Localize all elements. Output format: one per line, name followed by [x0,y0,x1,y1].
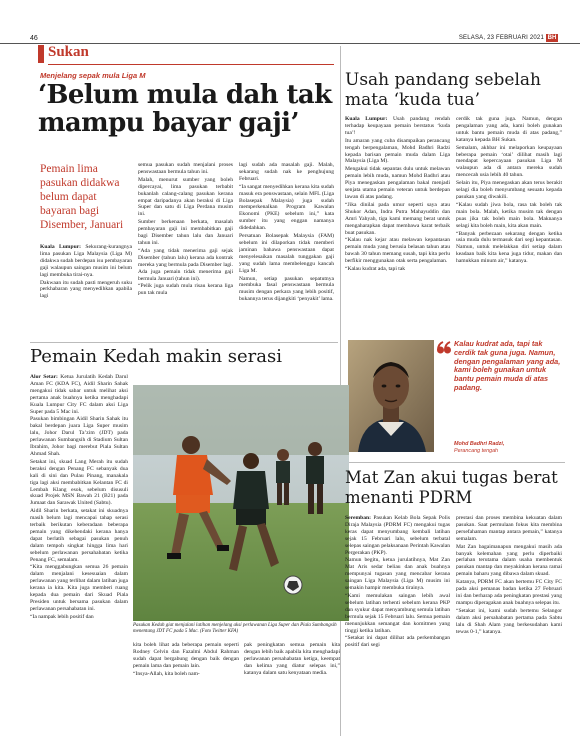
story3-col2 [133,642,239,734]
story3-col3 [244,642,340,734]
story2-headline: Usah pandang sebelah mata ‘kuda tua’ [345,70,542,110]
paragraph: “Setakat ini dapat dilihat ada perkembangan positif dari segi [345,635,450,649]
paragraph: Kuala Lumpur: Usah pandang rendah terhadap keupayaan pemain berstatus ‘kuda tua’! [345,116,450,136]
story-divider [345,462,565,463]
section-rule [48,64,334,65]
paragraph: Sumber berkenaan berkata, masalah pembayaran gaji ini membabitkan gaji bagi Disember tahun lalu dan Januari tahun ini. [138,219,233,246]
paragraph: semua pasukan sudah menjalani proses penswastaan bermula tahun ini. [138,162,233,175]
paragraph: Itu amaran yang cuba disampaikan perancang tengah berpengalaman, Mohd Badhri Radzi kepada barisan pemain muda dalam Liga Malaysia (Liga M). [345,137,450,165]
paragraph: “Kalau sudah jiwa bola, rasa tak boleh tak main bola. Malah, ketika musim tak dengan puas jika tak boleh main bola. Maknanya selagi kita boleh main, kita akan main. [456,201,562,229]
player-portrait-image [348,340,434,452]
paragraph: “Kita menggabungkan semua 26 pemain dalam menjalani kesesuaian dalam perlawanan yang terlibat dalam latihan juga kerana ia kita. Kita juga memberi ruang kepada dua pemain dari Skuad Piala Presiden untuk bersama pasukan dalam perlawanan persahabatan ini. [30,564,128,612]
pull-quote: Kalau kudrat ada, tapi tak cerdik tak guna juga. Namun, dengan pengalaman yang ada, kami boleh gunakan untuk bantu pemain muda di atas padang. [454,339,561,392]
paragraph: “Ia nampak lebih positif dan [30,613,94,620]
paragraph: lagi sudah ada masalah gaji. Malah, sekarang sudah nak ke penghujung Februari. [239,162,334,182]
quote-attribution-name: Mohd Badhri Radzi, [454,441,505,447]
paragraph: “Setakat ini, kami sudah bertemu Selangor dalam aksi persahabatan pertama pada Sabtu lalu di Shah Alam yang berkesudahan kami tewas 0-1,” katanya. [456,607,562,635]
page-date: SELASA, 23 FEBRUARI 2021 [458,35,544,41]
paragraph: prestasi dan proses membina kekuatan dalam pasukan. Saat permulaan fokus kita membina persefahaman mantap antara pemain,” katanya semalam. [456,515,562,542]
story1-col3 [239,162,334,340]
story4-col2 [456,515,562,733]
paragraph: Katanya, PDRM FC akan bertemu FC City FC pada aksi pemanas badan ketika 27 Februari ini dan berharap ada peningkatan prestasi yang mampu diperagakan anak buahnya selepas itu. [456,579,562,606]
quote-attribution-role: Perancang tengah [454,448,499,454]
paragraph: pak peningkatan semua pemain kita dengan lebih baik apabila kita menghadapi perlawanan persahabatan ketiga, keempat dan kelima yang diatur selepas ini,” katanya dalam satu kenyataan media. [244,642,340,676]
paragraph: Malah, menurut sumber yang boleh dipercayai, lima pasukan terbabit bukanlah calang-calang pasukan kerana empat daripadanya akan beraksi di Liga Super dan satu di Liga Perdana musim ini. [138,176,233,218]
story4-col1 [345,515,450,733]
story2-col2 [456,116,562,336]
paragraph: Seremban: Pasukan Kelab Bola Sepak Polis Diraja Malaysia (PDRM FC) mengakui tugas keras dapat menyumbang kembali latihan sejak 15 Februari lalu, sebelum terbatal selepas saingan pelaksanaan Perintah Kawalan Pergerakan (PKP). [345,515,450,556]
paragraph: “Kalau nak kejar atau melawan kepantasan pemain muda yang berusia belasan tahun atau bawah 30 tahun memang susah, tapi kita perlu berfikir menggunakan otak serta pengalaman. [345,237,450,265]
paragraph: Persatuan Bolasepak Malaysia (FAM) sebelum ini dilaporkan tidak memberi jaminan bahawa penswastaan dapat menyelesaikan masalah tunggakan gaji yang sudah lama membelenggu kancah Liga M. [239,233,334,274]
paragraph: Mat Zan bagaimanapun mengakui masih ada banyak kelemahan yang perlu diperbaiki perlahan terutama dalam usaha membentuk pasukan mantap dan meyakinkan kerana ramai pemain baharu yang dibawa dalam skuad. [456,543,562,578]
paragraph: cerdik tak guna juga. Namun, dengan pengalaman yang ada, kami boleh gunakan untuk bantu pemain muda di atas padang,” katanya kepada BH Sukan. [456,116,562,143]
paragraph: “Ada yang tidak menerima gaji sejak Disember (tahun lalu) kerana ada kontrak mereka yang bermula pada Disember lagi. Ada juga pemain tidak menerima gaji bermula Januari (tahun ini). [138,247,233,282]
story4-headline: Mat Zan akui tugas berat menanti PDRM [345,468,558,507]
paragraph: Namun begitu, ketua jurulatihnya, Mat Zan Mat Aris sedar beliau dan anak buahnya mempunyai tugasan yang mencabar kerana saingan Liga Malaysia (Liga M) musim ini semakin hampir membuka tirainya. [345,557,450,592]
team-training-image [133,385,349,621]
paragraph: Pasukan bimbingan Aidil Sharin Sahak itu bakal berdepan juara Liga Super musim lalu, Johor Darul Ta’zim (JDT) pada perlawanan Sumbangsih di Stadium Sultan Ibrahim, Johor bagi merebut Piala Sultan Ahmad Shah. [30,416,128,457]
story2-col1 [345,116,450,336]
player-portrait [348,340,434,452]
paragraph: kita boleh lihat ada beberapa pemain seperti Rodney Celvin dan Fazalmi Abdul Rahman sudah dapat bergabung dengan baik dengan pemain lama dan pemain lain. [133,642,239,669]
paragraph: “Insya-Allah, kita boleh nam- [133,670,200,677]
paragraph: “Kami memulakan saingan lebih awal sebelum latihan terhenti sebelum kerana PKP dan syukur dapat menyambung semula latihan bermula sejak 15 Februari lalu. Semua pemain menunjukkan semangat dan komitmen yang tinggi ketika latihan. [345,592,450,634]
story1-col1 [40,244,132,340]
paragraph: “Banyak perbezaan sekarang dengan ketika usia muda dulu termasuk dari segi kepantasan. Namun, untuk melelakkan diri setiap dalam keadaan baik kita kena juga tidur, makan dan hamukkan minum air,” katanya. [456,230,562,265]
paragraph: Mengakui tidak sepantas dulu untuk melawan pemain lebih muda, namun Mohd Badhri atau Piya menegaskan pengalaman bakal menjadi senjata utama pemain veteran untuk berdepan lawan di atas padang. [345,166,450,200]
photo-caption: Pasukan Kedah giat menjalani latihan menjelang aksi perlawanan Liga Super dan Piala Sumbangsih menentang JDT FC pada 5 Mac. (Foto Twitter KFA) [133,623,337,634]
paragraph: “Pelik juga sudah mula risau kerana liga pun tak mula [138,283,233,297]
brand-badge: BH [547,35,557,41]
paragraph: “Ia sangat menyedihkan kerana kita sudah masuk era penswastaan, selain MFL (Liga Bolasepak Malaysia) juga sudah memperkenalkan Program Kawalan Ekonomi (PKE) sebelum ini,” kata sumber itu yang enggan namanya didedahkan. [239,183,334,232]
paragraph: Selain itu, Piya menegaskan akan terus berakit selagi dia boleh menyumbang sesuatu kepada pasukan yang diwakili. [456,180,562,200]
story1-kicker: Menjelang sepak mula Liga M [40,71,146,80]
story1-col2 [138,162,233,340]
paragraph: Namun, setiap pasukan sepatutnya membuka fasal penswastaan bermula musim dengan perkara yang lebih positif, bukannya terus dijangkiti ‘penyakit’ lama. [239,275,334,303]
paragraph: Setakat ini, skuad Lang Merah itu sudah beraksi dengan Penang FC sebanyak dua kali di sini dan Pulau Pinang, manakala tiga lagi aksi membabitkan Kelantan FC di Lembah Klang esok, sebelum disusuli skuad Projek MSN Bawah 21 (B21) pada Jumaat dan Sarawak United (Sabtu). [30,458,128,507]
team-training-photo [133,385,349,621]
section-marker [38,45,44,63]
paragraph: Semalam, akhbar ini melaporkan keupayaan beberapa pemain ‘otai’ dilihat masih lagi mendapat kepercayaan pasukan Liga M walaupun ada di antara mereka sudah mencecah usia lebih 40 tahun. [456,144,562,179]
story3-headline: Pemain Kedah makin serasi [30,346,283,367]
paragraph: Dakwaan itu sudah pasti mengeruh suku perkhabaran yang menyedihkan apabila lagi [40,279,132,300]
paragraph: Aidil Sharin berkata, setakat ini skuadnya masih belum lagi mencapai tahap serasi terbaik berikutan keberadaan beberapa pemain yang dikehendaki kerana hanya dapat berlatih sebagai pasukan penuh dalam tempoh singkat hingga lima hari sebelum perlawanan persahabatan ketika Penang FC, semalam. [30,508,128,563]
paragraph: Kuala Lumpur: Sekurang-kurangnya lima pasukan Liga Malaysia (Liga M) didakwa sudah berdepan isu pembayaran gaji walaupun saingan musim ini belum lagi membuka tirai-nya. [40,244,132,278]
story-divider [30,342,338,343]
paragraph: Alor Setar: Ketua Jurulatih Kedah Darul Aman FC (KDA FC), Aidil Sharin Sahak mengakui tidak sabar untuk melihat aksi pertama anak buahnya ketika menghadapi Kuala Lumpur City FC dalam aksi Liga Super pada 5 Mac ini. [30,374,128,415]
paragraph: “Kalau kudrat ada, tapi tak [345,266,406,273]
story1-headline: ‘Belum mula dah tak mampu bayar gaji’ [38,80,332,138]
page-number: 46 [30,35,38,42]
story3-col1 [30,374,128,734]
story1-subhead: Pemain lima pasukan didakwa belum dapat bayaran bagi Disember, Januari [40,163,124,231]
section-label: Sukan [48,44,89,60]
paragraph: “Jika dinilai pada umur seperti saya atau Shukor Adan, Indra Putra Mahayuddin dan Amri Yahyah, tiga kami memang berat untuk mengaharapkan dapat membawa karat terbaik buat pasukan. [345,201,450,236]
quote-mark-icon [436,340,452,356]
